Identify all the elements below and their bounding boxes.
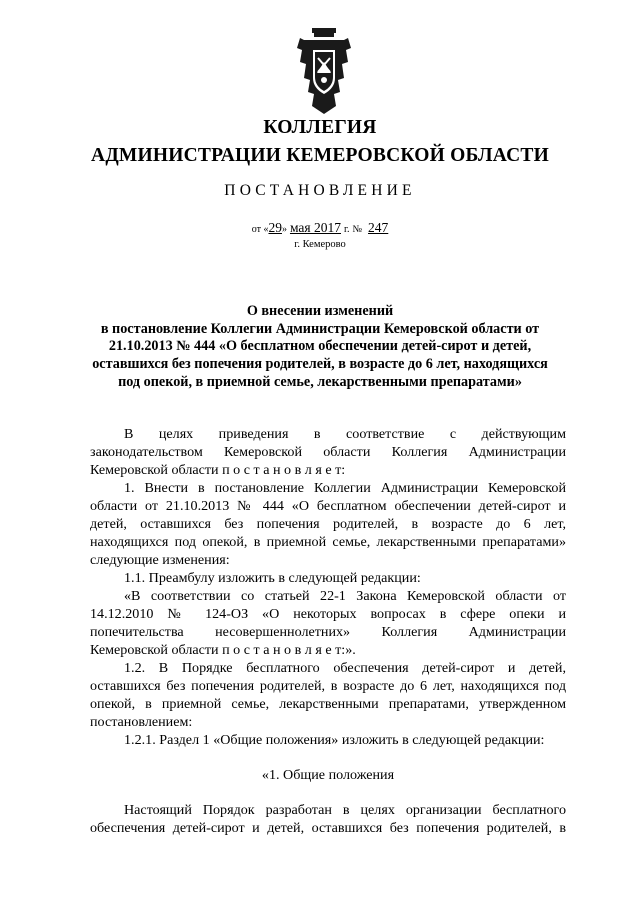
body-line: детей, оставшихся без попечения родителей, в возрасте до 6 лет, xyxy=(90,516,566,532)
title-line: 21.10.2013 № 444 «О бесплатном обеспечении детей-сирот и детей, xyxy=(108,338,532,355)
body-line: 1.1. Преамбулу изложить в следующей редакции: xyxy=(124,570,421,586)
body-line: опекой, в приемной семье, лекарственными препаратами, утвержденном xyxy=(90,696,566,712)
coat-of-arms-icon xyxy=(296,28,352,114)
date-day: 29 xyxy=(268,220,282,235)
body-line: законодательством Кемеровской области Коллегия Администрации xyxy=(90,444,566,460)
document-number: 247 xyxy=(368,220,389,235)
section-heading: «1. Общие положения xyxy=(261,767,395,783)
organization-subtitle: АДМИНИСТРАЦИИ КЕМЕРОВСКОЙ ОБЛАСТИ xyxy=(91,145,549,166)
body-line: 1.2. В Порядке бесплатного обеспечения детей-сирот и детей, xyxy=(124,660,566,676)
document-type: ПОСТАНОВЛЕНИЕ xyxy=(224,182,416,199)
body-line: Настоящий Порядок разработан в целях организации бесплатного xyxy=(124,802,566,818)
body-line: следующие изменения: xyxy=(90,552,230,568)
date-year-suffix: г. xyxy=(344,224,350,235)
title-line: О внесении изменений xyxy=(246,303,394,319)
title-line: под опекой, в приемной семье, лекарственными препаратами» xyxy=(118,373,522,390)
body-line: Кемеровской области п о с т а н о в л я е т:». xyxy=(90,642,356,658)
body-line: области от 21.10.2013 № 444 «О бесплатном обеспечении детей-сирот и xyxy=(90,498,566,514)
date-close-quote: » xyxy=(281,224,287,235)
number-label: № xyxy=(352,224,363,235)
body-line: обеспечения детей-сирот и детей, оставшихся без попечения родителей, в xyxy=(90,820,566,836)
body-line: находящихся под опекой, в приемной семье, лекарственными препаратами» xyxy=(90,534,566,550)
date-month-year: мая 2017 xyxy=(289,220,341,235)
body-line: «В соответствии со статьей 22-1 Закона Кемеровской области от xyxy=(124,588,566,604)
body-line: постановлением: xyxy=(90,714,193,730)
body-line: В целях приведения в соответствие с действующим xyxy=(124,426,566,442)
date-prefix: от « xyxy=(251,224,269,235)
body-line: 14.12.2010 № 124-ОЗ «О некоторых вопросах в сфере опеки и xyxy=(90,606,566,622)
title-line: оставшихся без попечения родителей, в возрасте до 6 лет, находящихся xyxy=(92,356,548,373)
city-label: г. Кемерово xyxy=(294,239,346,250)
title-line: в постановление Коллегии Администрации Кемеровской области от xyxy=(100,320,540,337)
body-line: оставшихся без попечения родителей, в возрасте до 6 лет, находящихся под xyxy=(90,678,566,694)
document-title xyxy=(90,303,550,392)
body-line: Кемеровской области п о с т а н о в л я е т: xyxy=(90,462,346,478)
document-date-line xyxy=(0,220,640,236)
organization-title: КОЛЛЕГИЯ xyxy=(263,117,377,138)
body-line: 1. Внести в постановление Коллегии Администрации Кемеровской xyxy=(124,480,566,496)
body-line: 1.2.1. Раздел 1 «Общие положения» изложить в следующей редакции: xyxy=(124,732,545,748)
body-line: попечительства несовершеннолетних» Коллегия Администрации xyxy=(90,624,566,640)
